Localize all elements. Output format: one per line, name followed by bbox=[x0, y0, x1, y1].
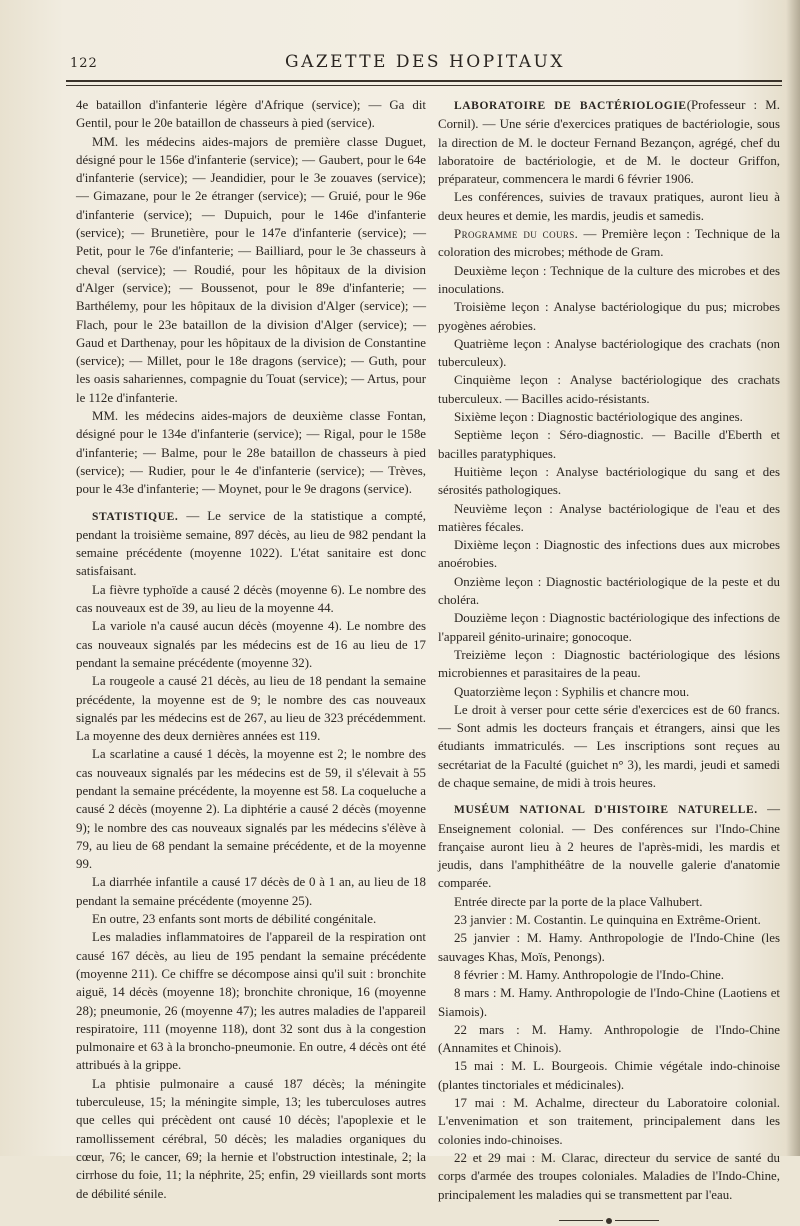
lesson-item: Troisième leçon : Analyse bactériologique du pus; microbes pyogènes aérobies. bbox=[438, 300, 780, 333]
paragraph: En outre, 23 enfants sont morts de débilité congénitale. bbox=[92, 912, 377, 927]
lab-intro: (Professeur : M. Cornil). — Une série d'exercices pratiques de bactériologie, sous la direction de M. le docteur Fernand Bezançon, agrégé, chef du laboratoire de bactériologie, et de M. le docteur Griffon, préparateur, commencera le mardi 6 février 1906. bbox=[438, 98, 780, 187]
lab-section bbox=[438, 96, 780, 188]
lesson-item: Onzième leçon : Diagnostic bactériologique de la peste et du choléra. bbox=[438, 574, 780, 608]
paragraph: Les conférences, suivies de travaux pratiques, auront lieu à deux heures et demie, les mardis, jeudis et samedis. bbox=[438, 190, 780, 223]
running-title: GAZETTE DES HOPITAUX bbox=[284, 52, 565, 72]
lesson-item: Sixième leçon : Diagnostic bactériologique des angines. bbox=[454, 410, 743, 425]
lesson-item: Neuvième leçon : Analyse bactériologique de l'eau et des matières fécales. bbox=[438, 501, 780, 534]
header-rule-thin bbox=[66, 85, 782, 86]
paragraph: 4e bataillon d'infanterie légère d'Afrique (service); — Ga dit Gentil, pour le 20e bataillon de chasseurs à pied (service). bbox=[76, 98, 426, 131]
conference-item: 15 mai : M. L. Bourgeois. Chimie végétale indo-chinoise (plantes tinctoriales et médicinales). bbox=[438, 1059, 780, 1092]
paragraph: Entrée directe par la porte de la place Valhubert. bbox=[454, 894, 703, 909]
page-edge-shadow bbox=[786, 0, 800, 1156]
conference-item: 8 février : M. Hamy. Anthropologie de l'Indo-Chine. bbox=[454, 967, 724, 982]
lesson-item: Huitième leçon : Analyse bactériologique du sang et des sérosités pathologiques. bbox=[438, 464, 780, 498]
paragraph: La scarlatine a causé 1 décès, la moyenne est 2; le nombre des cas nouveaux signalés par les médecins est de 59, il s'élevait à 55 pendant la semaine précédente, la moyenne est 58. La coqueluche a causé 2 décès (moyenne 2). La diphtérie a causé 2 décès (moyenne 9); le nombre des cas nouveaux signalés par les médecins s'élève à 79, au lieu de 68 pendant la semaine précédente, et de la moyenne 99. bbox=[76, 747, 426, 872]
ornament-line bbox=[559, 1220, 603, 1221]
page-header bbox=[70, 52, 780, 76]
left-column bbox=[76, 96, 426, 1203]
programme-paragraph bbox=[438, 225, 780, 262]
conference-item: 23 janvier : M. Costantin. Le quinquina en Extrême-Orient. bbox=[454, 913, 761, 928]
lesson-item: Douzième leçon : Diagnostic bactériologique des infections de l'appareil génito-urinaire; gonocoque. bbox=[438, 611, 780, 644]
right-column bbox=[438, 96, 780, 1226]
conference-item: 22 et 29 mai : M. Clarac, directeur du service de santé du corps d'armée des troupes coloniales. Maladies de l'Indo-Chine, principalement les maladies qui se transmettent par l'eau. bbox=[438, 1150, 780, 1202]
lesson-item: Treizième leçon : Diagnostic bactériologique des lésions microbiennes et parasitaires de la peau. bbox=[438, 647, 780, 681]
paragraph: MM. les médecins aides-majors de deuxième classe Fontan, désigné pour le 134e d'infanterie (service); — Rigal, pour le 158e d'infanterie; — Balme, pour le 28e bataillon de chasseurs à pied (service); — Rudier, pour le 4e d'infanterie (service); — Trèves, pour le 43e d'infanterie; — Moynet, pour le 9e dragons (service). bbox=[76, 409, 426, 497]
end-ornament bbox=[438, 1216, 780, 1226]
conference-item: 8 mars : M. Hamy. Anthropologie de l'Indo-Chine (Laotiens et Siamois). bbox=[438, 986, 780, 1019]
programme-first-lesson: — Première leçon : Technique de la coloration des microbes; méthode de Gram. bbox=[438, 227, 780, 260]
statistique-title: STATISTIQUE. bbox=[92, 510, 179, 523]
lesson-item: Cinquième leçon : Analyse bactériologique des crachats tuberculeux. — Bacilles acido-résistants. bbox=[438, 373, 780, 406]
lesson-item: Dixième leçon : Diagnostic des infections dues aux microbes anoérobies. bbox=[438, 538, 780, 571]
paragraph: La rougeole a causé 21 décès, au lieu de 18 pendant la semaine précédente, la moyenne est de 9; le nombre des cas nouveaux signalés par les médecins est de 267, au lieu de 323 précédemment. La moyenne des deux dernières années est 119. bbox=[76, 674, 426, 744]
paragraph: Les maladies inflammatoires de l'appareil de la respiration ont causé 167 décès, au lieu de 195 pendant la semaine précédente (moyenne 211). Ce chiffre se décompose ainsi qu'il suit : bronchite aiguë, 14 décès (moyenne 18); bronchite chronique, 16 (moyenne 28); pneumonie, 26 (moyenne 47); les autres maladies de l'appareil respiratoire, 111 (moyenne 118), dont 32 sont dus à la congestion pulmonaire et 63 à la broncho-pneumonie. En outre, 4 décès ont été attribués à la grippe. bbox=[76, 930, 426, 1073]
paragraph: La phtisie pulmonaire a causé 187 décès; la méningite tuberculeuse, 15; la méningite simple, 13; les tuberculoses autres que celles qui précèdent ont causé 10 décès; l'apoplexie et le ramollissement cérébral, 50 décès; les maladies organiques du cœur, 76; le cancer, 69; la hernie et l'obstruction intestinale, 2; la cirrhose du foie, 11; la néphrite, 25; enfin, 29 vieillards sont morts de débilité sénile. bbox=[76, 1076, 426, 1201]
statistique-section bbox=[76, 507, 426, 581]
museum-title: MUSÉUM NATIONAL D'HISTOIRE NATURELLE. bbox=[454, 804, 758, 817]
lesson-item: Septième leçon : Séro-diagnostic. — Bacille d'Eberth et bacilles paratyphiques. bbox=[438, 428, 780, 461]
ornament-line bbox=[615, 1220, 659, 1221]
ornament-dot bbox=[606, 1218, 612, 1224]
museum-section bbox=[438, 800, 780, 892]
paragraph: MM. les médecins aides-majors de première classe Duguet, désigné pour le 156e d'infanterie (service); — Gaubert, pour le 64e d'infanterie (service); — Jeandidier, pour le 3e zouaves (service); — Gimazane, pour le 2e étranger (service); — Gruié, pour le 96e d'infanterie (service); — Dupuich, pour le 146e d'infanterie (service); — Brunetière, pour le 147e d'infanterie (service); — Petit, pour le 76e d'infanterie; — Bailliard, pour le 3e chasseurs à cheval (service); — Roudié, pour les hôpitaux de la division d'Alger (service); — Boussenot, pour le 89e d'infanterie; — Barthélemy, pour les hôpitaux de la division d'Alger (service); — Flach, pour le 23e bataillon de la division d'Alger (service); — Gaud et Darthenay, pour les hôpitaux de la division de Constantine (service); — Millet, pour le 18e dragons (service); — Guth, pour les oasis sahariennes, compagnie du Touat (service); — Artus, pour le 112e d'infanterie. bbox=[76, 134, 426, 405]
lesson-item: Deuxième leçon : Technique de la culture des microbes et des inoculations. bbox=[438, 263, 780, 296]
lab-fees-paragraph: Le droit à verser pour cette série d'exercices est de 60 francs. — Sont admis les docteurs français et étrangers, ainsi que les étudiants immatriculés. — Les inscriptions sont reçues au secrétariat de la Faculté (guichet n° 3), les mardi, jeudi et samedi de chaque semaine, de midi à trois heures. bbox=[438, 702, 780, 790]
page-number: 122 bbox=[70, 56, 98, 71]
conference-item: 22 mars : M. Hamy. Anthropologie de l'Indo-Chine (Annamites et Chinois). bbox=[438, 1022, 780, 1056]
paragraph: La fièvre typhoïde a causé 2 décès (moyenne 6). Le nombre des cas nouveaux est de 39, au lieu de la moyenne 44. bbox=[76, 582, 426, 616]
paragraph: La diarrhée infantile a causé 17 décès de 0 à 1 an, au lieu de 18 pendant la semaine précédente (moyenne 25). bbox=[76, 875, 426, 908]
lab-title: LABORATOIRE DE BACTÉRIOLOGIE bbox=[454, 100, 687, 112]
paragraph: La variole n'a causé aucun décès (moyenne 4). Le nombre des cas nouveaux signalés par les médecins est de 16 au lieu de 17 pendant la semaine précédente (moyenne 32). bbox=[76, 619, 426, 670]
museum-intro: — Enseignement colonial. — Des conférences sur l'Indo-Chine française auront lieu à 2 heures de l'après-midi, les mardis et jeudis, dans l'amphithéâtre de la nouvelle galerie d'anatomie comparée. bbox=[438, 802, 780, 891]
conference-item: 25 janvier : M. Hamy. Anthropologie de l'Indo-Chine (les sauvages Khas, Moïs, Penongs). bbox=[438, 931, 780, 964]
statistique-intro: — Le service de la statistique a compté, pendant la troisième semaine, 897 décès, au lieu de 982 pendant la semaine précédente (moyenne 1022). L'état sanitaire est donc satisfaisant. bbox=[76, 508, 426, 579]
conference-item: 17 mai : M. Achalme, directeur du Laboratoire colonial. L'envenimation et son traitement, principalement dans les colonies indo-chinoises. bbox=[438, 1096, 780, 1147]
lesson-item: Quatorzième leçon : Syphilis et chancre mou. bbox=[454, 684, 690, 699]
header-rule-thick bbox=[66, 80, 782, 82]
lesson-item: Quatrième leçon : Analyse bactériologique des crachats (non tuberculeux). bbox=[438, 336, 780, 370]
programme-label: Programme du cours. bbox=[454, 227, 579, 242]
